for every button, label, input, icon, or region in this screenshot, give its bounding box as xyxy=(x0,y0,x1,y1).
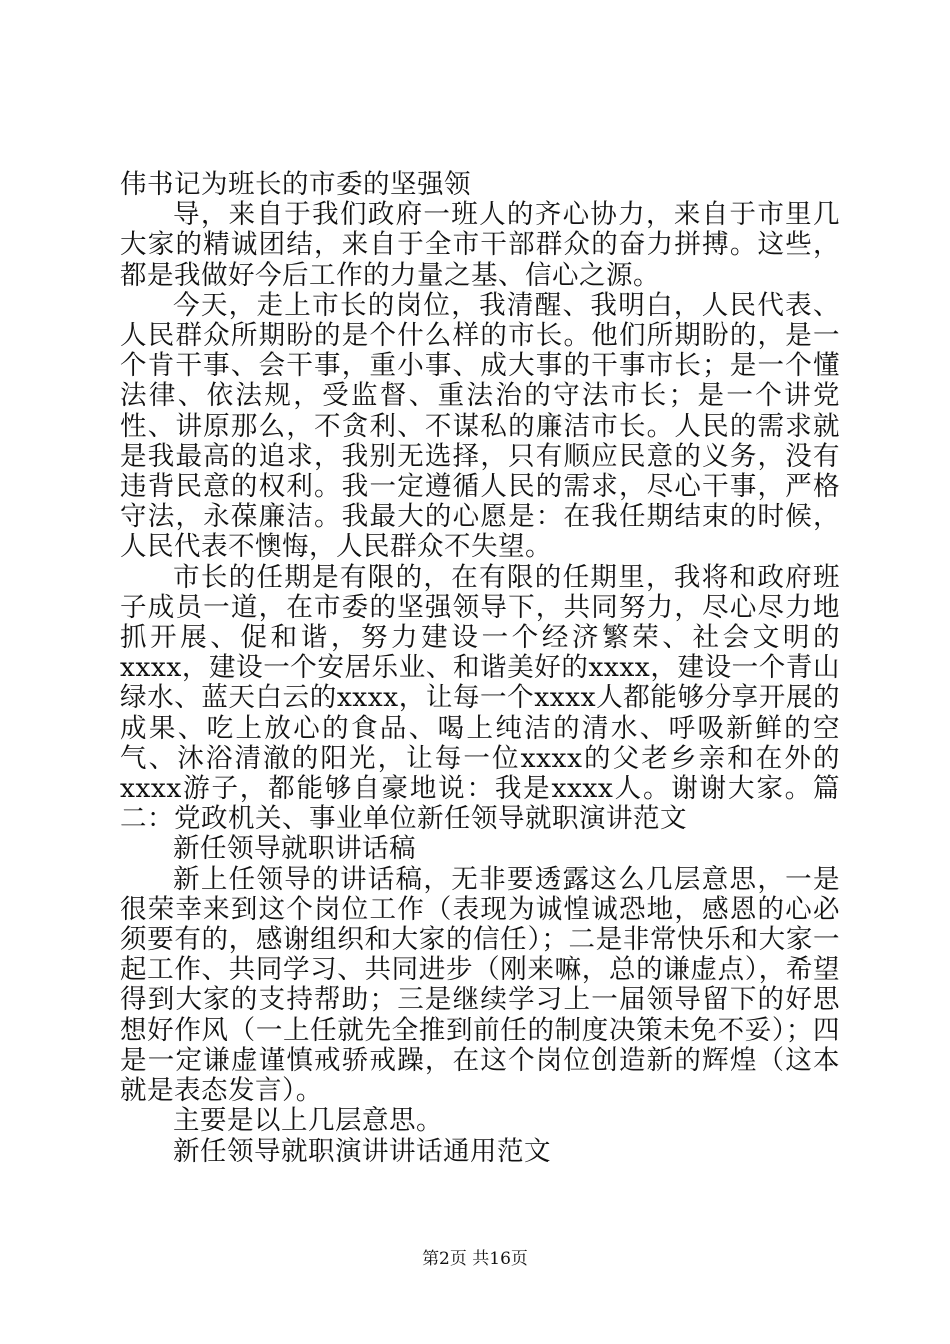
page-number-footer: 第2页 共16页 xyxy=(422,1249,528,1269)
paragraph: 导，来自于我们政府一班人的齐心协力，来自于市里几大家的精诚团结，来自于全市干部群众的奋力拼搏。这些，都是我做好今后工作的力量之基、信心之源。 xyxy=(120,199,840,291)
section-heading: 新任领导就职演讲讲话通用范文 xyxy=(173,1135,551,1167)
paragraph: 市长的任期是有限的，在有限的任期里，我将和政府班子成员一道，在市委的坚强领导下，共同努力，尽心尽力地抓开展、促和谐，努力建设一个经济繁荣、社会文明的xxxx，建设一个安居乐业、和谐美好的xxxx，建设一个青山绿水、蓝天白云的xxxx，让每一个xxxx人都能够分享开展的成果、吃上放心的食品、喝上纯洁的清水、呼吸新鲜的空气、沐浴清澈的阳光，让每一位xxxx的父老乡亲和在外的xxxx游子，都能够自豪地说：我是xxxx人。谢谢大家。篇二：党政机关、事业单位新任领导就职演讲范文 xyxy=(120,561,840,835)
document-body xyxy=(120,170,840,1167)
paragraph: 新上任领导的讲话稿，无非要透露这么几层意思，一是很荣幸来到这个岗位工作（表现为诚惶诚恐地，感恩的心必须要有的，感谢组织和大家的信任）；二是非常快乐和大家一起工作、共同学习、共同进步（刚来嘛，总的谦虚点），希望得到大家的支持帮助；三是继续学习上一届领导留下的好思想好作风（一上任就先全推到前任的制度决策未免不妥）；四是一定谦虚谨慎戒骄戒躁，在这个岗位创造新的辉煌（这本就是表态发言）。 xyxy=(120,863,840,1107)
paragraph: 主要是以上几层意思。 xyxy=(173,1105,443,1137)
paragraph: 今天，走上市长的岗位，我清醒、我明白，人民代表、人民群众所期盼的是个什么样的市长。他们所期盼的，是一个肯干事、会干事，重小事、成大事的干事市长；是一个懂法律、依法规，受监督、重法治的守法市长；是一个讲党性、讲原那么，不贪利、不谋私的廉洁市长。人民的需求就是我最高的追求，我别无选择，只有顺应民意的义务，没有违背民意的权利。我一定遵循人民的需求，尽心干事，严格守法，永葆廉洁。我最大的心愿是：在我任期结束的时候，人民代表不懊悔，人民群众不失望。 xyxy=(120,289,840,563)
section-heading: 新任领导就职讲话稿 xyxy=(173,833,416,865)
paragraph-continuation: 伟书记为班长的市委的坚强领 xyxy=(120,169,471,200)
